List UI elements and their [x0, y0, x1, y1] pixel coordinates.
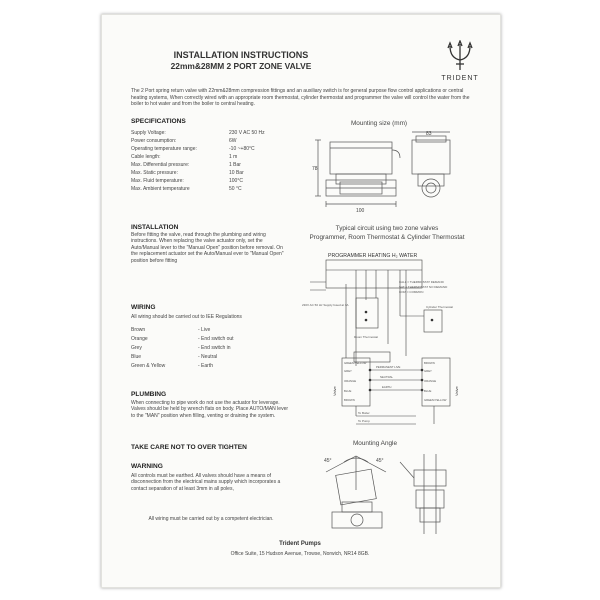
spec-value: 10 Bar [229, 170, 244, 176]
document-subtitle: 22mm&28MM 2 PORT ZONE VALVE [170, 61, 312, 71]
footer-address: Office Suite, 15 Hudson Avenue, Trowse, Norwich, NR14 8GB. [230, 551, 370, 557]
wire-function: - End switch out [198, 336, 234, 342]
trident-icon [432, 40, 488, 84]
programmer-label: PROGRAMMER HEATING H₂ WATER [328, 253, 418, 259]
warning-text-2: All wiring must be carried out by a competent electrician. [148, 516, 274, 522]
to-boiler-label: To Boiler [358, 411, 370, 415]
circuit-subtitle: Programmer, Room Thermostat & Cylinder Thermostat [309, 234, 465, 241]
spec-value: -10 ~+80°C [229, 146, 255, 152]
spec-value: 230 V AC 50 Hz [229, 130, 265, 136]
supply-label: 230V AC 50 Hz Supply fused at 3A [302, 303, 349, 307]
brand-name: TRIDENT [441, 75, 479, 82]
plumbing-heading: PLUMBING [131, 391, 167, 398]
plumbing-text: When connecting to pipe work do not use the actuator for leverage. Valves should be held by wrench flats on body. Place AUTO/MAN lever to the "MAN" position when filling, venting or draining the system. [131, 400, 289, 419]
take-care-heading: TAKE CARE NOT TO OVER TIGHTEN [131, 444, 247, 451]
legend-com: COM = COMMON [399, 290, 424, 294]
spec-label: Max. Ambient temperature [131, 186, 190, 192]
room-thermostat-label: Room Thermostat [354, 335, 378, 339]
earth-label: EARTH [382, 385, 392, 389]
spec-label: Power consumption: [131, 138, 177, 144]
spec-value: 6W [229, 138, 237, 144]
valve-right-wire-4: GREEN/YELLOW [424, 398, 447, 402]
valve-right-label: Valve [454, 386, 459, 396]
spec-label: Max. Fluid temperature: [131, 178, 184, 184]
valve-right-wire-3: BLUE [424, 389, 432, 393]
wire-colour: Grey [131, 345, 142, 351]
mounting-size-title: Mounting size (mm) [350, 120, 408, 127]
wire-function: - Live [198, 327, 211, 333]
dim-width: 100 [356, 208, 365, 214]
spec-value: 100°C [229, 178, 243, 184]
wire-colour: Brown [131, 327, 146, 333]
dim-height: 78 [312, 166, 318, 172]
warning-heading: WARNING [131, 463, 163, 470]
mounting-size-drawing [300, 130, 460, 215]
neutral-label: NEUTRAL [380, 375, 394, 379]
valve-right-wire-0: BROWN [424, 361, 435, 365]
installation-text: Before fitting the valve, read through the plumbing and wiring instructions. When replacing the valve actuator only, set the Auto/Manual lever to the "Manual Open" position before removal. On the replacement actuator set the Auto/Manual ever to "Manual Open" position before fitting [131, 232, 284, 264]
wire-function: - End switch in [198, 345, 231, 351]
legend-call: CALL = THERMOSTAT DEMAND [399, 280, 444, 284]
valve-right-wire-1: GREY [424, 369, 432, 373]
valve-left-wire-4: BROWN [344, 398, 355, 402]
wire-colour: Blue [131, 354, 142, 360]
spec-label: Max. Static pressure: [131, 170, 178, 176]
intro-paragraph: The 2 Port spring return valve with 22mm&28mm compression fittings and an auxiliary switch is for general purpose flow control applications or central heating systems, When correctly wired with an appropriate room thermostat, cylinder thermostat and programmer the valve will control the water from the boiler to hot water and from the boiler to central heating. [131, 88, 470, 108]
valve-left-wire-2: ORANGE [344, 379, 357, 383]
permanent-live-label: PERMANENT LIVE [376, 365, 401, 369]
valve-left-label: Valve [332, 386, 337, 396]
spec-label: Operating temperature range: [131, 146, 197, 152]
spec-value: 1 Bar [229, 162, 241, 168]
wiring-intro: All wiring should be carried out to IEE Regulations [131, 314, 242, 320]
footer-company: Trident Pumps [279, 541, 321, 547]
spec-label: Supply Voltage: [131, 130, 166, 136]
circuit-title: Typical circuit using two zone valves [335, 225, 439, 232]
angle-right: 45° [376, 458, 384, 464]
dim-depth: 83 [426, 131, 432, 137]
trident-logo [432, 40, 488, 84]
installation-heading: INSTALLATION [131, 224, 179, 231]
wire-colour: Orange [131, 336, 148, 342]
specifications-heading: SPECIFICATIONS [131, 118, 186, 125]
legend-sat: SAT = THERMOSTAT NO DEMAND [399, 285, 448, 289]
wire-function: - Earth [198, 363, 214, 369]
wiring-diagram [296, 246, 480, 430]
mounting-angle-title: Mounting Angle [352, 440, 398, 447]
spec-label: Max. Differential pressure: [131, 162, 190, 168]
valve-right-wire-2: ORANGE [424, 379, 437, 383]
cylinder-thermostat-label: Cylinder Thermostat [426, 305, 453, 309]
warning-text: All controls must be earthed. All valves should have a means of disconnection from the electrical mains supply which incorporates a contact separation of at least 3mm in all poles, [131, 473, 281, 492]
angle-left: 45° [324, 458, 332, 464]
wire-function: - Neutral [198, 354, 218, 360]
spec-value: 50 °C [229, 186, 242, 192]
to-pump-label: To Pump [358, 419, 370, 423]
wire-colour: Green & Yellow [131, 363, 166, 369]
valve-left-wire-3: BLUE [344, 389, 352, 393]
mounting-angle-drawing [304, 450, 476, 536]
spec-label: Cable length: [131, 154, 161, 160]
valve-left-wire-1: GREY [344, 369, 352, 373]
valve-left-wire-0: GREEN/YELLOW [344, 361, 367, 365]
document-title: INSTALLATION INSTRUCTIONS [173, 50, 309, 60]
spec-value: 1 m [229, 154, 238, 160]
wiring-heading: WIRING [131, 304, 156, 311]
